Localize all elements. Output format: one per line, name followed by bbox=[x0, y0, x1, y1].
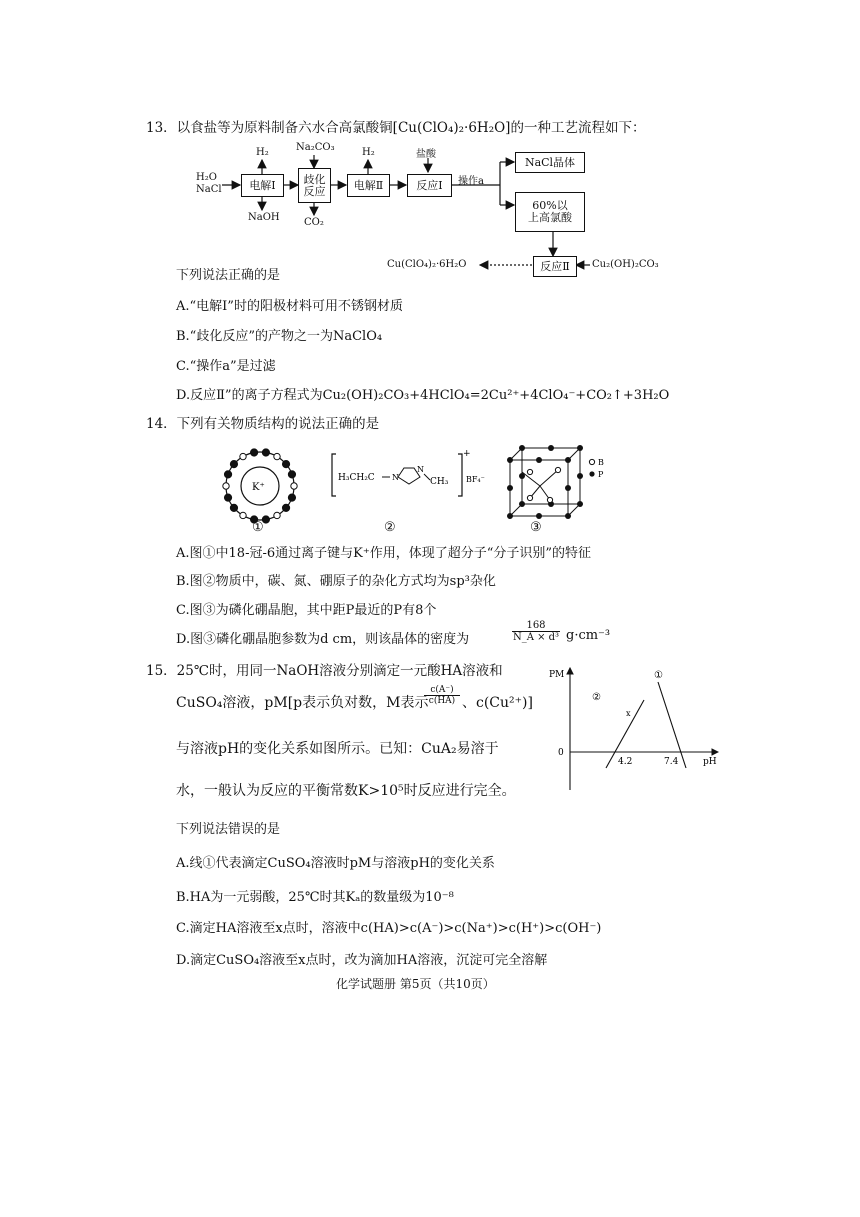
carbon-atom bbox=[230, 504, 237, 511]
q15-line1: 15．25℃时，用同一NaOH溶液分别滴定一元酸HA溶液和 bbox=[146, 663, 503, 679]
line-1-label: ① bbox=[654, 670, 663, 681]
q15-line3: 与溶液pH的变化关系如图所示。已知：CuA₂易溶于 bbox=[176, 741, 499, 757]
oxygen-atom bbox=[291, 483, 297, 489]
p-atom bbox=[507, 457, 513, 463]
p-atom bbox=[519, 473, 525, 479]
point-x-label: x bbox=[626, 709, 631, 718]
cation-charge: + bbox=[463, 449, 471, 459]
ethyl-group: H₃CH₂C bbox=[338, 473, 375, 483]
input-h2o: H₂O bbox=[196, 172, 217, 183]
disproportion-line1: 歧化 bbox=[303, 172, 326, 186]
density-unit: g·cm⁻³ bbox=[566, 628, 611, 643]
disproportion-line2: 反应 bbox=[303, 184, 326, 198]
imidazole-n1: N bbox=[392, 473, 399, 482]
potassium-label: K⁺ bbox=[252, 482, 265, 493]
label-h2-2: H₂ bbox=[362, 147, 375, 158]
tick-7-4: 7.4 bbox=[664, 757, 679, 767]
q13-option-c: C.“操作a”是过滤 bbox=[176, 359, 276, 374]
ionic-liquid-figure bbox=[330, 448, 485, 508]
p-atom bbox=[565, 513, 571, 519]
oxygen-atom bbox=[240, 512, 246, 518]
ratio-fraction bbox=[424, 685, 460, 706]
q15-option-a: A.线①代表滴定CuSO₄溶液时pM与溶液pH的变化关系 bbox=[176, 856, 495, 871]
carbon-atom bbox=[282, 504, 289, 511]
label-na2co3: Na₂CO₃ bbox=[296, 142, 335, 153]
box-hclo4 bbox=[515, 192, 585, 232]
q14-option-c: C.图③为磷化硼晶胞，其中距P最近的P有8个 bbox=[176, 603, 437, 618]
carbon-atom bbox=[262, 449, 269, 456]
density-fraction bbox=[512, 620, 560, 643]
b-atom bbox=[547, 497, 552, 502]
hclo4-line1: 60%以 bbox=[532, 199, 568, 212]
box-reaction-2: 反应Ⅱ bbox=[533, 256, 577, 277]
p-atom bbox=[548, 445, 554, 451]
bf4-anion: BF₄⁻ bbox=[466, 475, 485, 484]
q13-stem: 13．以食盐等为原料制备六水合高氯酸铜[Cu(ClO₄)₂·6H₂O]的一种工艺流程如下： bbox=[146, 120, 646, 136]
caption-1: ① bbox=[252, 520, 264, 535]
label-hcl: 盐酸 bbox=[416, 149, 436, 160]
b-atom bbox=[527, 469, 532, 474]
p-atom bbox=[577, 445, 583, 451]
label-reagent: Cu₂(OH)₂CO₃ bbox=[592, 259, 659, 270]
ratio-denominator: c(HA) bbox=[428, 696, 456, 706]
legend-b: B bbox=[598, 458, 604, 467]
q14-stem: 14．下列有关物质结构的说法正确的是 bbox=[146, 416, 380, 432]
line-2-label: ② bbox=[592, 692, 601, 703]
p-atom bbox=[507, 485, 513, 491]
q15-option-d: D.滴定CuSO₄溶液至x点时，改为滴加HA溶液，沉淀可完全溶解 bbox=[176, 953, 548, 968]
label-co2: CO₂ bbox=[304, 217, 324, 228]
q14-option-b: B.图②物质中，碳、氮、硼原子的杂化方式均为sp³杂化 bbox=[176, 574, 496, 589]
oxygen-atom bbox=[240, 453, 246, 459]
label-product: Cu(ClO₄)₂·6H₂O bbox=[387, 259, 467, 270]
b-atom bbox=[555, 467, 560, 472]
carbon-atom bbox=[250, 449, 257, 456]
q13-prompt: 下列说法正确的是 bbox=[176, 268, 281, 283]
hclo4-line2: 上高氯酸 bbox=[528, 211, 572, 224]
q15-line2b: 、c(Cu²⁺)] bbox=[462, 695, 533, 711]
q13-option-b: B.“歧化反应”的产物之一为NaClO₄ bbox=[176, 329, 383, 344]
origin-label: 0 bbox=[558, 748, 564, 758]
p-atom bbox=[519, 445, 525, 451]
caption-2: ② bbox=[384, 520, 396, 535]
p-atom bbox=[519, 501, 525, 507]
bp-unit-cell-figure bbox=[500, 440, 620, 522]
imidazole-n2: N bbox=[417, 465, 424, 474]
p-atom bbox=[577, 501, 583, 507]
q13-option-a: A.“电解Ⅰ”时的阳极材料可用不锈钢材质 bbox=[176, 299, 403, 314]
p-atom bbox=[577, 473, 583, 479]
box-disproportion bbox=[298, 168, 331, 203]
carbon-atom bbox=[224, 471, 231, 478]
caption-3: ③ bbox=[530, 520, 542, 535]
p-atom bbox=[536, 457, 542, 463]
x-axis-label: pH bbox=[703, 757, 717, 767]
oxygen-atom bbox=[274, 512, 280, 518]
density-denominator: N_A × d³ bbox=[512, 632, 560, 643]
carbon-atom bbox=[230, 461, 237, 468]
pm-ph-graph bbox=[540, 660, 740, 800]
oxygen-atom bbox=[274, 453, 280, 459]
b-atom bbox=[527, 495, 532, 500]
box-electrolysis-2: 电解Ⅱ bbox=[347, 174, 390, 197]
p-atom bbox=[536, 513, 542, 519]
q15-line2a: CuSO₄溶液，pM[p表示负对数，M表示 bbox=[176, 695, 429, 711]
carbon-atom bbox=[224, 494, 231, 501]
page-footer: 化学试题册 第5页（共10页） bbox=[336, 977, 495, 991]
input-nacl: NaCl bbox=[196, 184, 222, 195]
q15-option-b: B.HA为一元弱酸，25℃时其Kₐ的数量级为10⁻⁸ bbox=[176, 890, 454, 905]
q15-line4: 水，一般认为反应的平衡常数K>10⁵时反应进行完全。 bbox=[176, 783, 516, 799]
y-axis-label: PM bbox=[549, 670, 565, 680]
p-atom bbox=[507, 513, 513, 519]
carbon-atom bbox=[288, 471, 295, 478]
box-nacl-crystal: NaCl晶体 bbox=[515, 152, 585, 173]
q15-option-c: C.滴定HA溶液至x点时，溶液中c(HA)>c(A⁻)>c(Na⁺)>c(H⁺)>c(OH⁻) bbox=[176, 921, 602, 936]
q13-option-d: D.反应Ⅱ”的离子方程式为Cu₂(OH)₂CO₃+4HClO₄=2Cu²⁺+4ClO₄⁻+CO₂↑+3H₂O bbox=[176, 388, 670, 403]
legend-p: P bbox=[598, 470, 604, 479]
p-atom bbox=[565, 457, 571, 463]
q15-prompt: 下列说法错误的是 bbox=[176, 822, 281, 837]
label-op-a: 操作a bbox=[458, 176, 484, 187]
q14-option-d: D.图③磷化硼晶胞参数为d cm，则该晶体的密度为 bbox=[176, 632, 470, 647]
box-electrolysis-1: 电解Ⅰ bbox=[241, 174, 284, 197]
q14-option-a: A.图①中18-冠-6通过离子键与K⁺作用，体现了超分子“分子识别”的特征 bbox=[176, 546, 591, 561]
box-reaction-1: 反应Ⅰ bbox=[407, 174, 452, 197]
ratio-numerator: c(A⁻) bbox=[424, 685, 460, 696]
label-h2-1: H₂ bbox=[256, 147, 269, 158]
density-numerator: 168 bbox=[512, 620, 560, 632]
oxygen-atom bbox=[223, 483, 229, 489]
methyl-group: CH₃ bbox=[430, 477, 449, 487]
carbon-atom bbox=[288, 494, 295, 501]
p-atom bbox=[565, 485, 571, 491]
carbon-atom bbox=[282, 461, 289, 468]
label-naoh: NaOH bbox=[248, 212, 280, 223]
tick-4-2: 4.2 bbox=[618, 757, 633, 767]
